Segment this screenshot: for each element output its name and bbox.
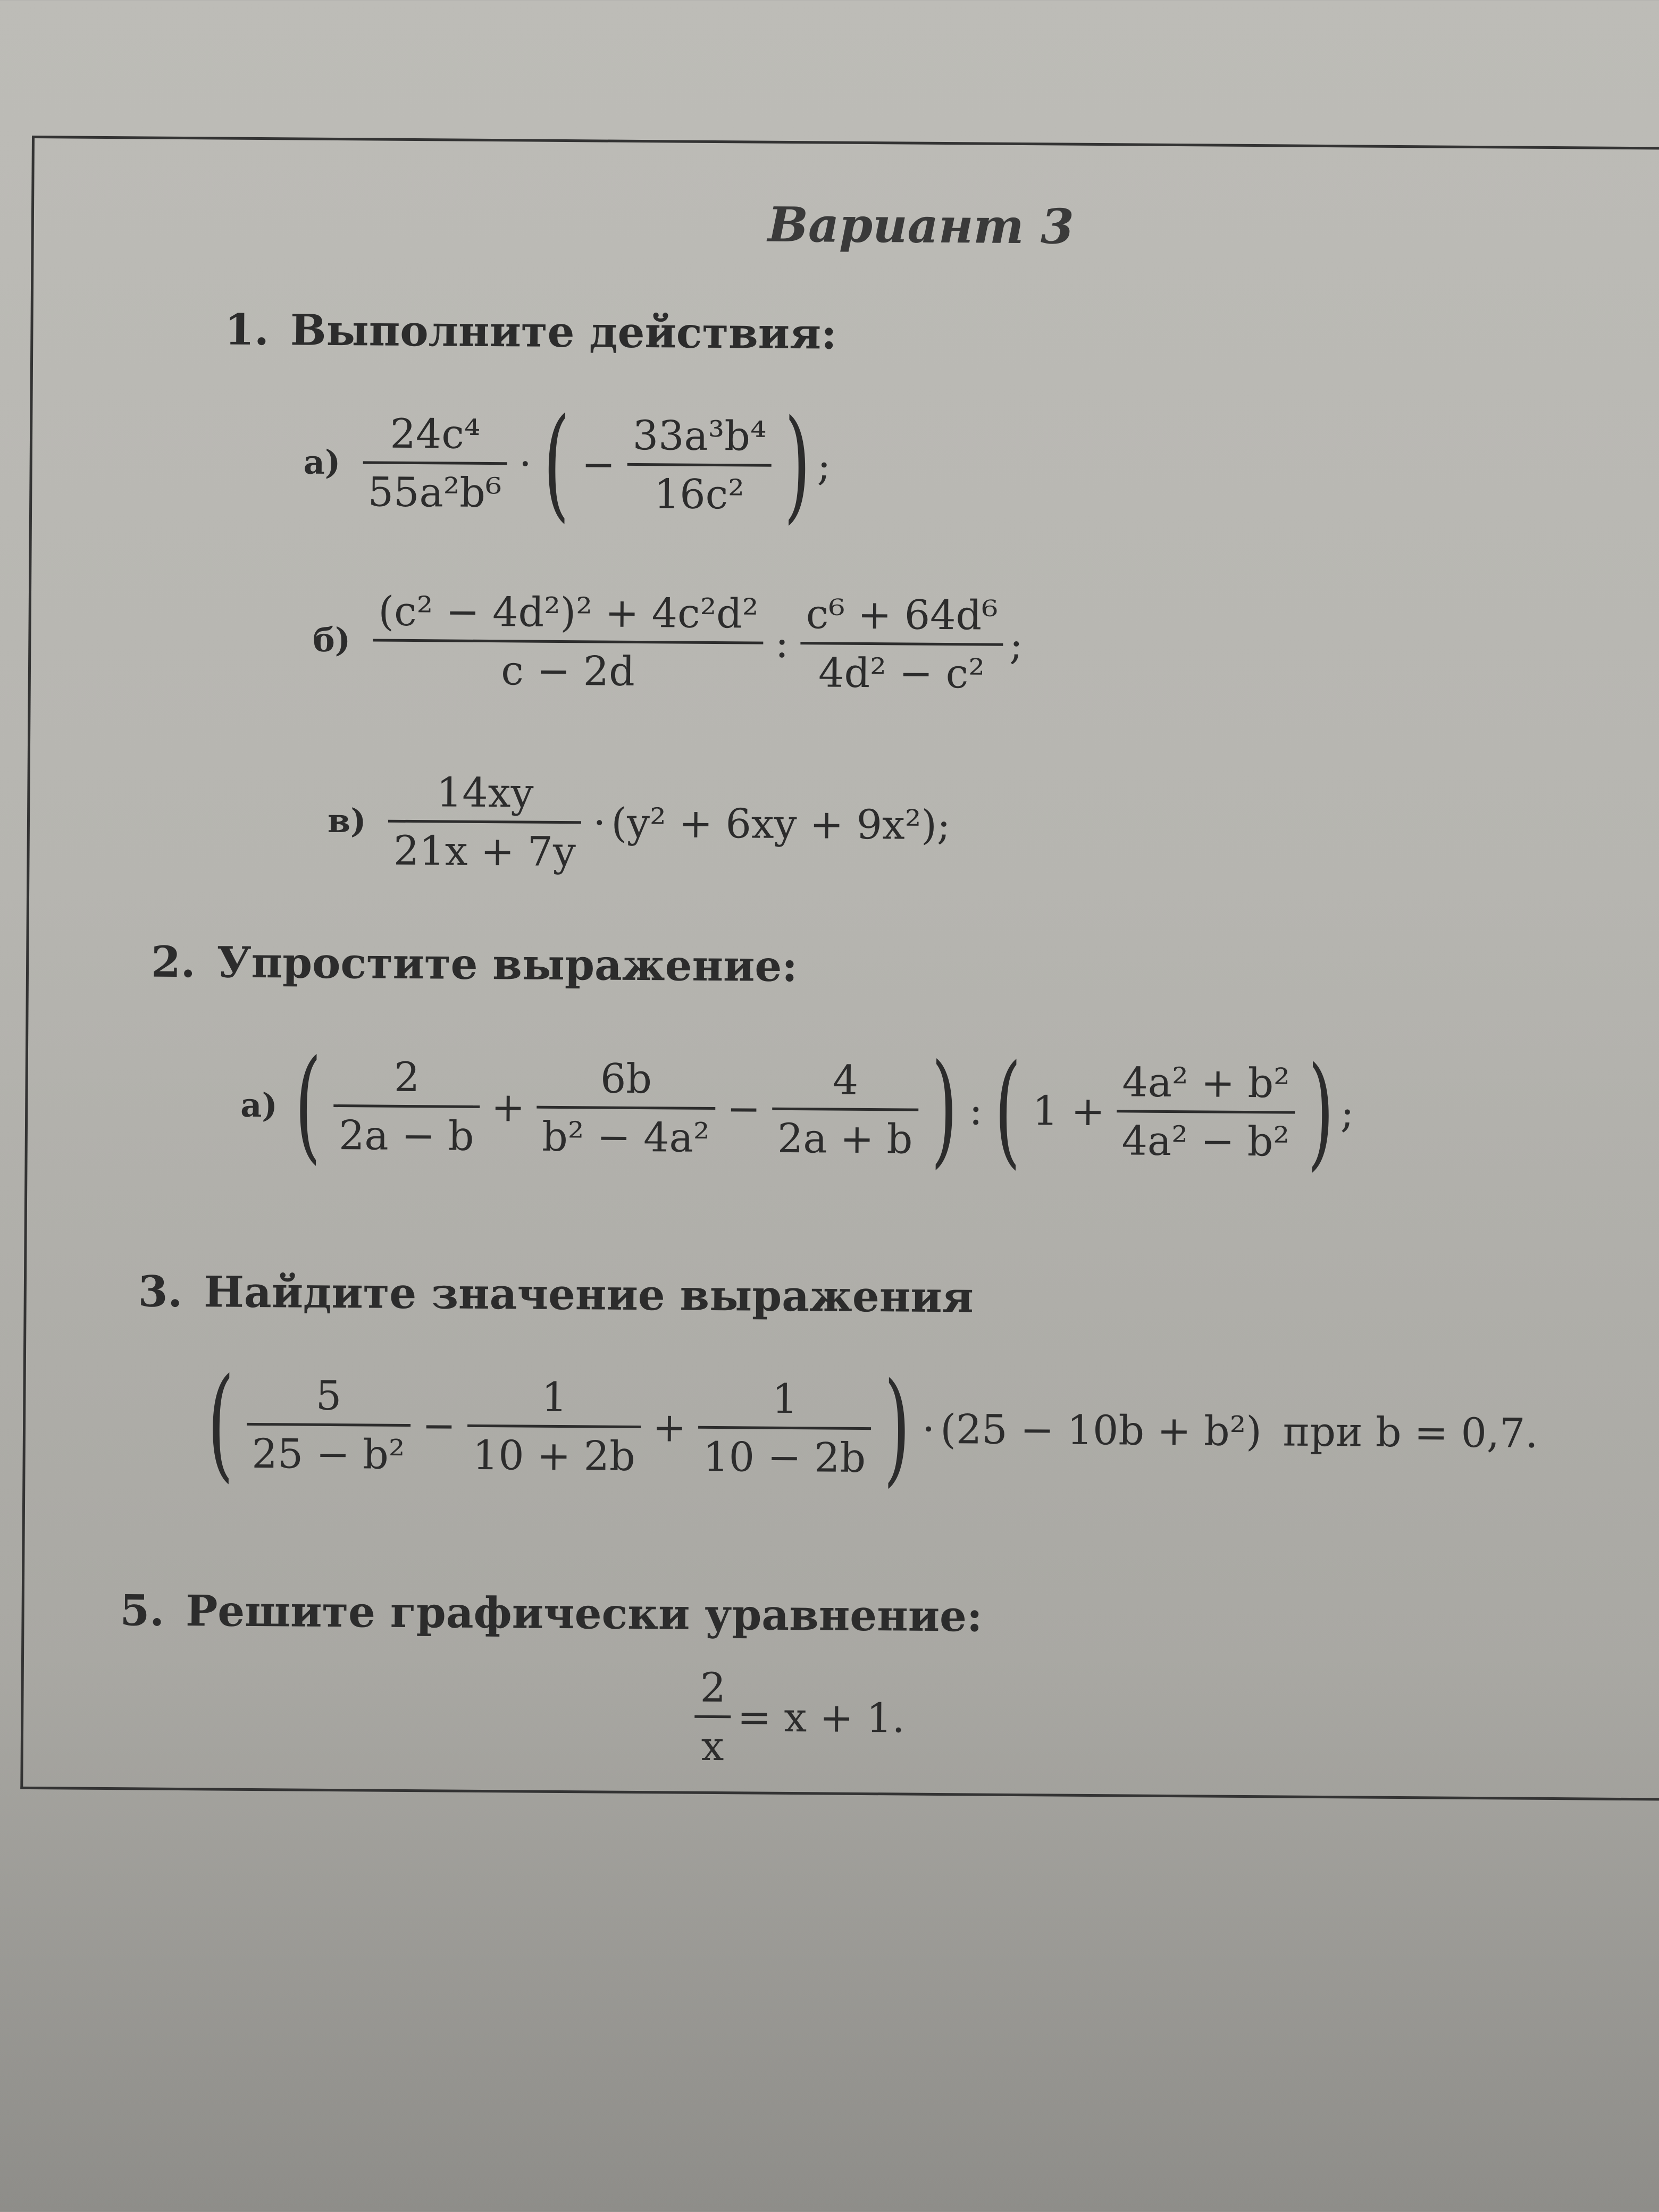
q3-fraction-2 [467,1372,641,1479]
q2a-fraction-3 [772,1055,919,1162]
q2a-fraction-2 [537,1054,716,1161]
q5-rest: = x + 1. [737,1693,906,1742]
q5-fraction [694,1664,732,1770]
fraction-bar [334,1104,480,1108]
q2a-one-plus: 1 + [1032,1086,1105,1135]
q2a-end: ; [1340,1088,1354,1136]
q1c-f1-numerator: 14xy [436,768,534,817]
question-2-text: Упростите выражение: [216,937,798,992]
q3-dot: · [921,1405,935,1453]
q2a-fraction-1 [333,1053,480,1160]
fraction-bar [627,463,772,466]
q1c-expression [327,768,951,878]
fraction-bar [363,461,507,465]
q5-equation [688,1664,906,1771]
q1b-f1-numerator: (c² − 4d²)² + 4c²d² [378,587,759,638]
q1b-end: ; [1009,621,1024,669]
q1c-paren-expression: (y² + 6xy + 9x²) [611,799,937,849]
q2a-minus: − [726,1084,761,1133]
q3-f2-numerator: 1 [541,1373,568,1421]
fraction-bar [698,1426,872,1429]
question-3-number: 3. [138,1266,183,1317]
fraction-bar [467,1424,641,1428]
q2a-f1-numerator: 2 [393,1053,420,1101]
q1c-f1-denominator: 21x + 7y [393,826,576,876]
left-paren: ( [207,1352,234,1495]
q2a-f3-denominator: 2a + b [777,1114,913,1163]
q1b-f2-numerator: c⁶ + 64d⁶ [806,590,998,639]
q3-paren-expression: (25 − 10b + b²) [940,1405,1262,1455]
q2a-f2-denominator: b² − 4a² [541,1112,710,1161]
q2a-fraction-4 [1116,1058,1295,1165]
q3-f1-numerator: 5 [315,1371,342,1419]
q1a-label: а) [303,442,341,482]
q2a-f4-numerator: 4a² + b² [1122,1058,1290,1107]
question-1-heading [224,305,837,359]
question-5-text: Решите графически уравнение: [185,1586,983,1641]
q3-f3-numerator: 1 [772,1375,798,1422]
q1b-expression [313,587,1024,698]
q1b-label: б) [313,620,351,660]
right-paren: ) [784,393,811,537]
right-paren: ) [1307,1041,1335,1184]
worksheet-frame [20,136,1659,1801]
fraction-bar [247,1422,410,1426]
q1a-expression [303,392,831,537]
fraction-bar [800,642,1003,646]
q2a-f4-denominator: 4a² − b² [1121,1116,1290,1166]
q3-plus: + [652,1403,687,1451]
q2a-label: а) [240,1085,278,1125]
q3-f1-denominator: 25 − b² [252,1429,405,1478]
q1a-fraction-1 [363,409,508,516]
q1a-f2-denominator: 16c² [653,470,745,518]
variant-title: Вариант 3 [767,196,1075,255]
question-2-heading [151,937,798,991]
q1a-dot: · [518,439,532,488]
q1a-minus: − [581,440,616,488]
q1c-dot: · [592,799,606,847]
q1a-end: ; [817,441,831,490]
q3-minus: − [422,1401,456,1449]
fraction-bar [772,1107,918,1111]
question-5-heading [120,1585,983,1641]
q1b-f2-denominator: 4d² − c² [818,649,985,698]
left-paren: ( [543,392,571,535]
q3-fraction-1 [246,1371,410,1478]
q1a-f1-numerator: 24c⁴ [390,409,481,458]
q5-numerator: 2 [700,1663,726,1712]
q5-denominator: x [701,1722,724,1770]
q2a-colon: : [969,1086,983,1134]
q3-expression [200,1352,1538,1499]
left-paren: ( [294,1034,322,1176]
q2a-plus: + [491,1083,525,1131]
q3-condition: при b = 0,7. [1283,1407,1538,1457]
question-3-heading [138,1266,974,1322]
question-5-number: 5. [120,1585,165,1636]
q1a-fraction-2 [627,411,772,518]
q1c-end: ; [936,801,951,849]
fraction-bar [537,1105,715,1109]
left-paren: ( [994,1038,1021,1182]
question-1-text: Выполните действия: [290,305,837,359]
q1b-fraction-2 [800,590,1003,698]
q2a-f1-denominator: 2a − b [338,1111,474,1160]
q1b-colon: : [775,619,789,667]
fraction-bar [388,820,581,824]
q3-fraction-3 [698,1374,872,1481]
q1b-fraction-1 [372,588,764,696]
question-1-number: 1. [224,304,270,355]
q2a-f3-numerator: 4 [832,1056,859,1104]
q2a-expression [240,1034,1354,1184]
q2a-f2-numerator: 6b [600,1054,652,1102]
q1b-f1-denominator: c − 2d [500,647,635,695]
q1c-fraction-1 [388,768,582,876]
question-3-text: Найдите значение выражения [204,1267,974,1322]
right-paren: ) [883,1357,911,1499]
fraction-bar [1117,1110,1295,1113]
right-paren: ) [931,1038,958,1181]
fraction-bar [694,1715,731,1718]
q3-f3-denominator: 10 − 2b [703,1432,866,1481]
q3-f2-denominator: 10 + 2b [472,1431,635,1480]
question-2-number: 2. [150,936,196,987]
q1a-f1-denominator: 55a²b⁶ [367,467,502,516]
fraction-bar [373,639,764,644]
q1a-f2-numerator: 33a³b⁴ [632,411,767,460]
q1c-label: в) [327,801,366,841]
